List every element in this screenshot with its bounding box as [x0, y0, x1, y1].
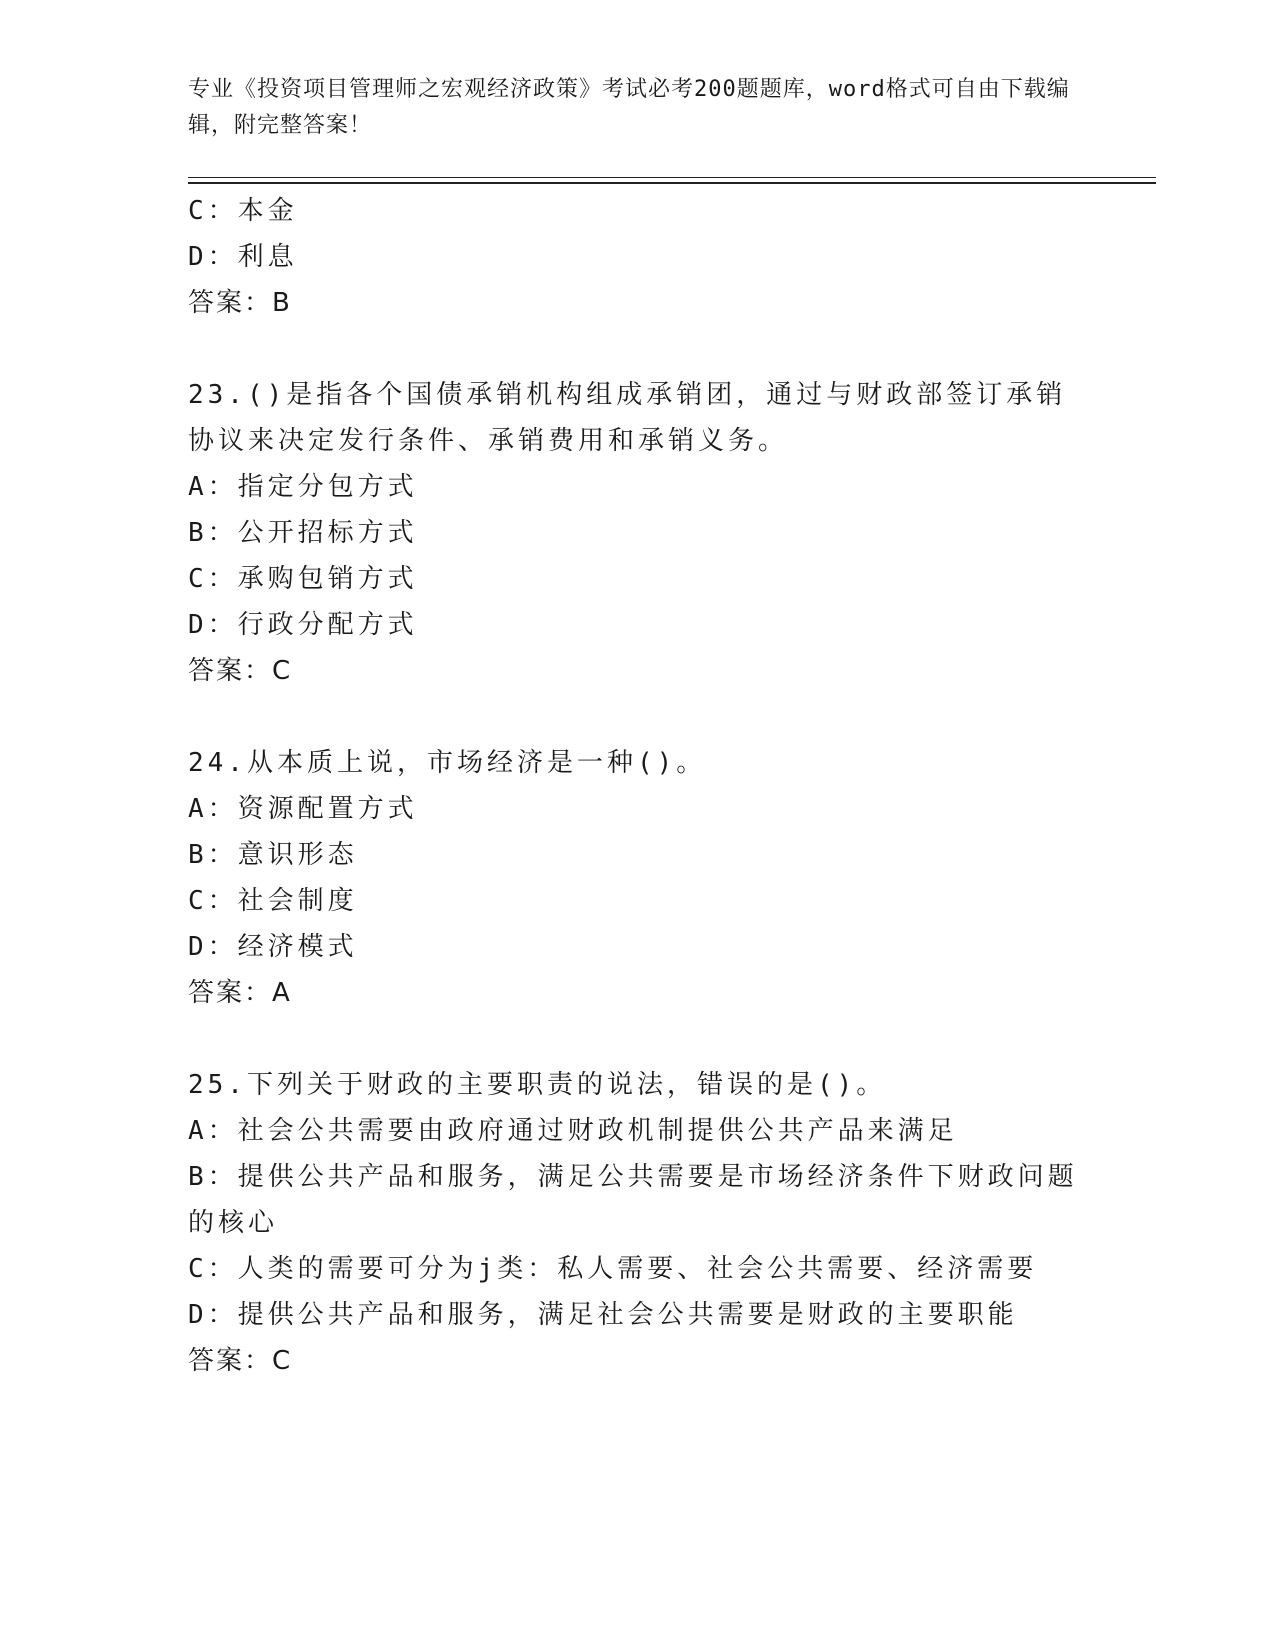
question-list	[188, 188, 1088, 1384]
option-a: A：资源配置方式	[188, 794, 418, 824]
option-d: D：利息	[188, 242, 298, 272]
header-divider-thin	[188, 177, 1156, 178]
document-intro: 专业《投资项目管理师之宏观经济政策》考试必考200题题库，word格式可自由下载编辑，附完整答案！	[188, 77, 1070, 138]
option-a: A：社会公共需要由政府通过财政机制提供公共产品来满足	[188, 1116, 958, 1146]
option-d: D：行政分配方式	[188, 610, 418, 640]
answer-line: 答案：C	[188, 1346, 293, 1376]
option-b: B：提供公共产品和服务，满足公共需要是市场经济条件下财政问题的核心	[188, 1162, 1078, 1238]
question-23	[188, 372, 1088, 694]
question-25	[188, 1062, 1088, 1384]
option-b: B：意识形态	[188, 840, 358, 870]
answer-line: 答案：A	[188, 978, 292, 1008]
question-text: 24.从本质上说，市场经济是一种()。	[188, 748, 707, 778]
question-text: 25.下列关于财政的主要职责的说法，错误的是()。	[188, 1070, 887, 1100]
option-c: C：承购包销方式	[188, 564, 418, 594]
header-divider-thick	[188, 182, 1156, 184]
option-d: D：提供公共产品和服务，满足社会公共需要是财政的主要职能	[188, 1300, 1018, 1330]
previous-question-tail	[188, 188, 1088, 326]
option-c: C：本金	[188, 196, 298, 226]
option-c: C：社会制度	[188, 886, 358, 916]
question-text: 23.()是指各个国债承销机构组成承销团，通过与财政部签订承销协议来决定发行条件、承销费用和承销义务。	[188, 380, 1067, 456]
answer-line: 答案：B	[188, 288, 292, 318]
question-24	[188, 740, 1088, 1016]
option-c: C：人类的需要可分为j类：私人需要、社会公共需要、经济需要	[188, 1254, 1038, 1284]
option-b: B：公开招标方式	[188, 518, 418, 548]
option-d: D：经济模式	[188, 932, 358, 962]
answer-line: 答案：C	[188, 656, 293, 686]
option-a: A：指定分包方式	[188, 472, 418, 502]
